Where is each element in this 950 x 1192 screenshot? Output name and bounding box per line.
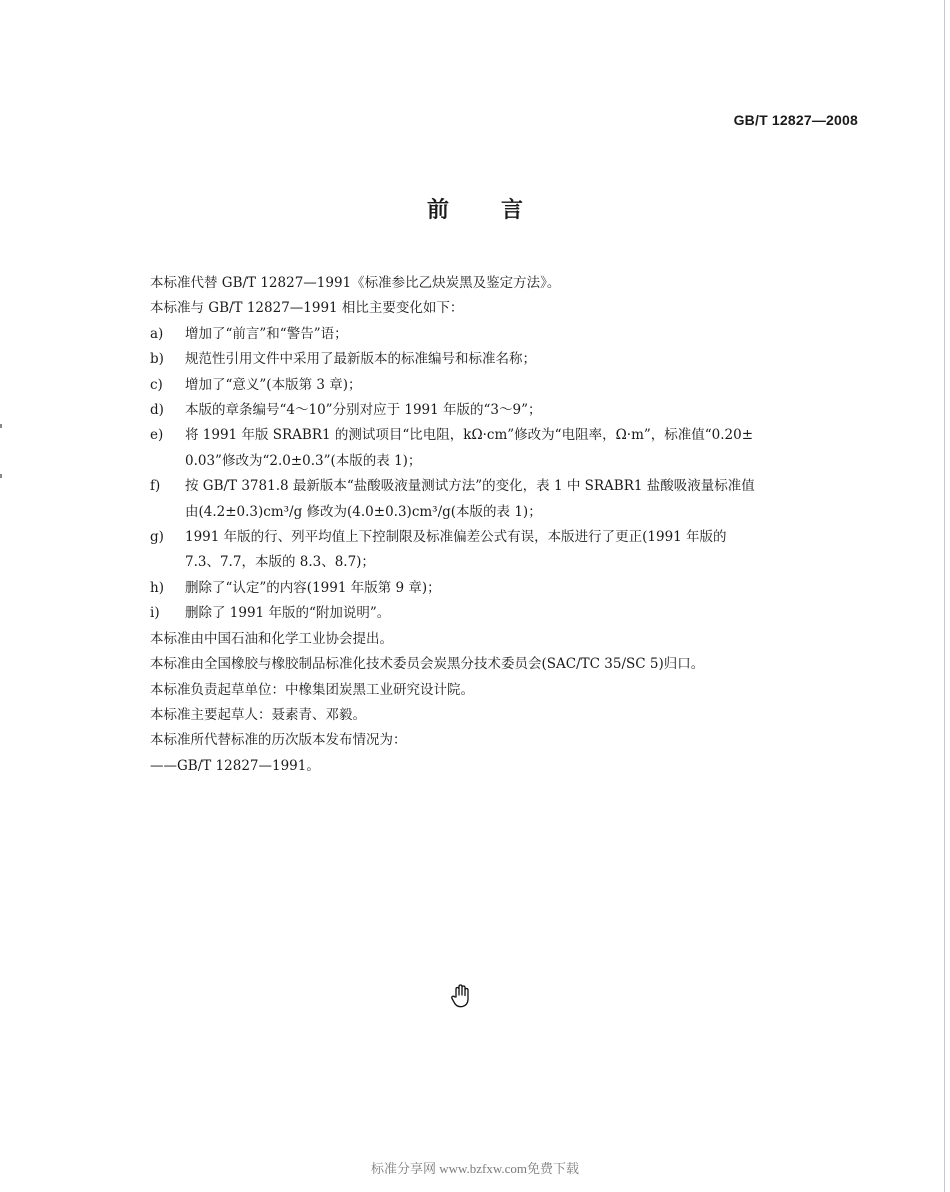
change-item-text xyxy=(185,525,862,576)
paragraph-changes-intro: 本标准与 GB/T 12827—1991 相比主要变化如下： xyxy=(150,300,464,317)
change-item xyxy=(150,398,862,423)
change-item-line: 删除了 1991 年版的“附加说明”。 xyxy=(185,605,391,622)
paragraph-managed: 本标准由全国橡胶与橡胶制品标准化技术委员会炭黑分技术委员会(SAC/TC 35/SC 5)归口。 xyxy=(150,656,705,673)
change-item-label: i) xyxy=(150,605,160,622)
paragraph-history-item: ——GB/T 12827—1991。 xyxy=(150,757,320,774)
change-item-label: f) xyxy=(150,478,161,495)
change-item-label: c) xyxy=(150,376,163,393)
change-item-text xyxy=(185,576,862,601)
change-item-text xyxy=(185,601,862,626)
changes-list xyxy=(150,322,862,627)
change-item-line: 增加了“前言”和“警告”语； xyxy=(185,325,348,342)
change-item xyxy=(150,373,862,398)
edge-artifact xyxy=(0,424,2,428)
change-item-label: h) xyxy=(150,579,164,596)
change-item-label: g) xyxy=(150,529,164,546)
standard-code: GB/T 12827—2008 xyxy=(733,112,858,128)
change-item-label: b) xyxy=(150,351,164,368)
edge-artifact xyxy=(0,474,2,478)
change-item-text xyxy=(185,423,862,474)
change-item-text xyxy=(185,347,862,372)
paragraph-history-intro: 本标准所代替标准的历次版本发布情况为： xyxy=(150,732,407,749)
change-item-line: 删除了“认定”的内容(1991 年版第 9 章)； xyxy=(185,579,441,596)
foreword-body xyxy=(150,271,862,779)
change-item-line: 1991 年版的行、列平均值上下控制限及标准偏差公式有误，本版进行了更正(1991 年版的 xyxy=(185,529,727,546)
change-item-text xyxy=(185,322,862,347)
change-item-text xyxy=(185,474,862,525)
change-item xyxy=(150,322,862,347)
change-item-line: 7.3、7.7，本版的 8.3、8.7)； xyxy=(185,554,375,571)
page-title: 前言 xyxy=(426,198,575,223)
change-item-label: a) xyxy=(150,325,164,342)
change-item xyxy=(150,423,862,474)
change-item xyxy=(150,347,862,372)
change-item xyxy=(150,601,862,626)
change-item xyxy=(150,525,862,576)
change-item-text xyxy=(185,373,862,398)
paragraph-drafting-unit: 本标准负责起草单位：中橡集团炭黑工业研究设计院。 xyxy=(150,681,474,698)
change-item-label: e) xyxy=(150,427,164,444)
change-item-line: 增加了“意义”(本版第 3 章)； xyxy=(185,376,362,393)
change-item-label: d) xyxy=(150,402,164,419)
hand-cursor-icon xyxy=(449,983,473,1009)
paragraph-proposed: 本标准由中国石油和化学工业协会提出。 xyxy=(150,630,393,647)
change-item-line: 本版的章条编号“4～10”分别对应于 1991 年版的“3～9”； xyxy=(185,402,542,419)
change-item-line: 将 1991 年版 SRABR1 的测试项目“比电阻，kΩ·cm”修改为“电阻率，Ω·m”，标准值“0.20± xyxy=(185,427,754,444)
change-item-line: 由(4.2±0.3)cm³/g 修改为(4.0±0.3)cm³/g(本版的表 1)； xyxy=(185,503,542,520)
change-item-line: 规范性引用文件中采用了最新版本的标准编号和标准名称； xyxy=(185,351,536,368)
footer-watermark: 标准分享网 www.bzfxw.com免费下载 xyxy=(370,1161,580,1176)
change-item-text xyxy=(185,398,862,423)
paragraph-drafters: 本标准主要起草人：聂素青、邓毅。 xyxy=(150,706,366,723)
change-item xyxy=(150,576,862,601)
change-item xyxy=(150,474,862,525)
change-item-line: 0.03”修改为“2.0±0.3”(本版的表 1)； xyxy=(185,452,422,469)
change-item-line: 按 GB/T 3781.8 最新版本“盐酸吸液量测试方法”的变化，表 1 中 SRABR1 盐酸吸液量标准值 xyxy=(185,478,755,495)
paragraph-replaces: 本标准代替 GB/T 12827—1991《标准参比乙炔炭黑及鉴定方法》。 xyxy=(150,275,561,291)
